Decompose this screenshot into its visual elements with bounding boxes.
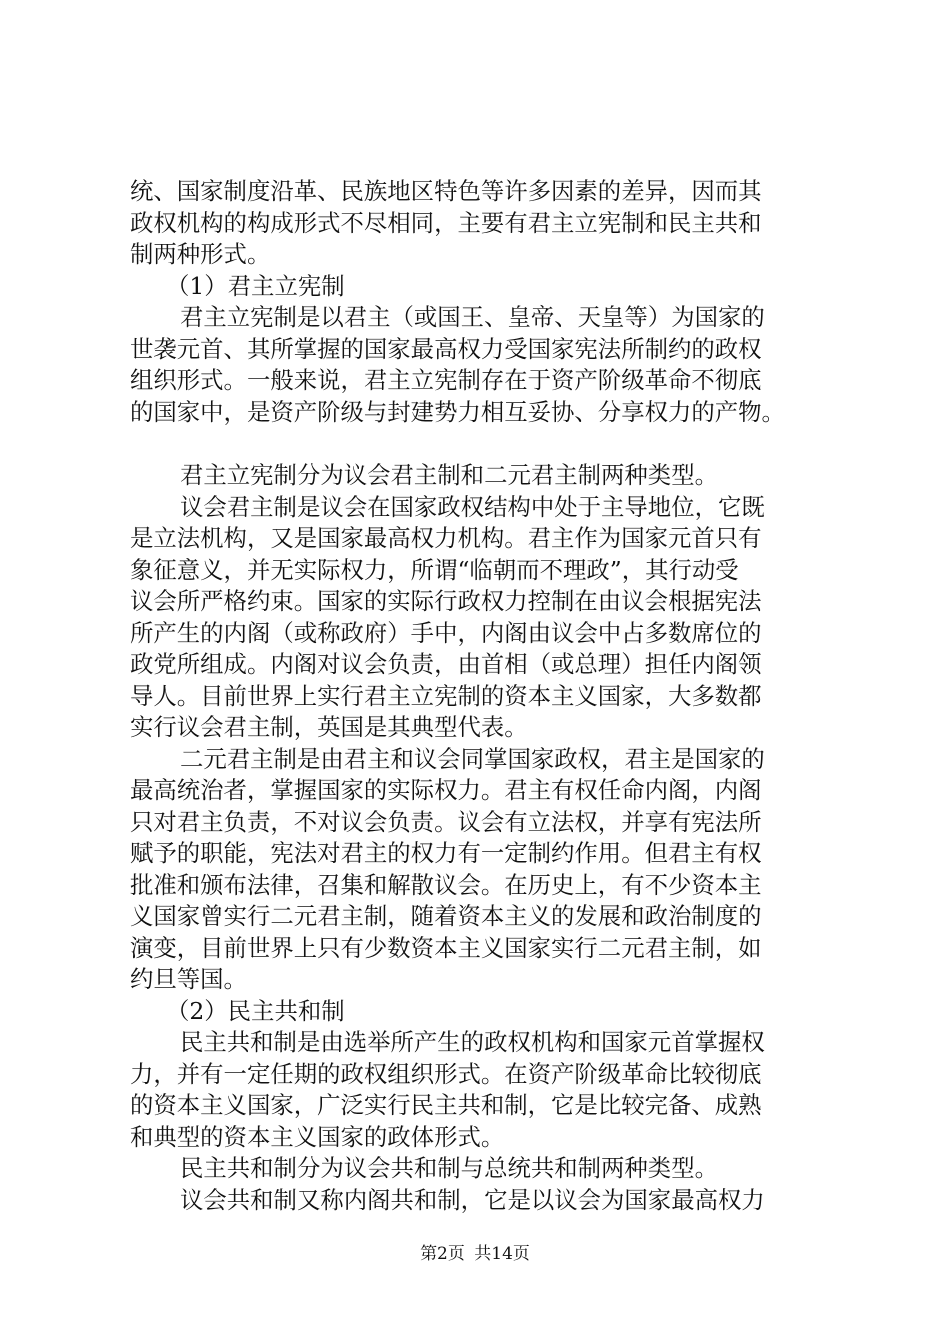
section-heading-democratic-republic: （2）民主共和制 [166, 996, 345, 1025]
text-line: 义国家曾实行二元君主制，随着资本主义的发展和政治制度的 [130, 902, 762, 930]
text-line: 民主共和制是由选举所产生的政权机构和国家元首掌握权 [180, 1028, 765, 1056]
text-line: 的资本主义国家，广泛实行民主共和制，它是比较完备、成熟 [130, 1091, 762, 1119]
text-line: 政权机构的构成形式不尽相同，主要有君主立宪制和民主共和 [130, 208, 762, 237]
text-line: 约旦等国。 [130, 965, 247, 993]
text-line: 赋予的职能，宪法对君主的权力有一定制约作用。但君主有权 [130, 839, 762, 867]
paragraph-gap [130, 428, 830, 460]
text-line: 议会所严格约束。国家的实际行政权力控制在由议会根据宪法 [130, 587, 762, 615]
text-line: 实行议会君主制，英国是其典型代表。 [130, 713, 528, 741]
text-line: 是立法机构，又是国家最高权力机构。君主作为国家元首只有 [130, 524, 762, 552]
text-line: 议会共和制又称内阁共和制，它是以议会为国家最高权力 [180, 1185, 765, 1214]
text-line: 力，并有一定任期的政权组织形式。在资产阶级革命比较彻底 [130, 1059, 762, 1088]
current-page-number: 第2页 [420, 1244, 465, 1264]
text-line: 象征意义，并无实际权力，所谓“临朝而不理政”，其行动受 [130, 555, 739, 584]
text-line: 批准和颁布法律，召集和解散议会。在历史上，有不少资本主 [130, 870, 762, 899]
text-line: 君主立宪制分为议会君主制和二元君主制两种类型。 [180, 461, 718, 489]
text-line: 所产生的内阁（或称政府）手中，内阁由议会中占多数席位的 [130, 618, 762, 647]
text-line: 制两种形式。 [130, 240, 271, 268]
page-footer [0, 1243, 950, 1265]
text-line: 导人。目前世界上实行君主立宪制的资本主义国家，大多数都 [130, 681, 762, 710]
text-line: 议会君主制是议会在国家政权结构中处于主导地位，它既 [180, 492, 765, 521]
text-line: 民主共和制分为议会共和制与总统共和制两种类型。 [180, 1154, 718, 1182]
text-line: 组织形式。一般来说，君主立宪制存在于资产阶级革命不彻底 [130, 366, 762, 394]
section-heading-constitutional-monarchy: （1）君主立宪制 [166, 271, 345, 300]
text-line: 最高统治者，掌握国家的实际权力。君主有权任命内阁，内阁 [130, 776, 762, 804]
text-line: 统、国家制度沿革、民族地区特色等许多因素的差异，因而其 [130, 177, 762, 205]
text-line: 二元君主制是由君主和议会同掌国家政权，君主是国家的 [180, 744, 765, 773]
total-pages: 共14页 [474, 1244, 530, 1264]
text-line: 只对君主负责，不对议会负责。议会有立法权，并享有宪法所 [130, 807, 762, 836]
document-body [130, 176, 830, 1216]
text-line: 世袭元首、其所掌握的国家最高权力受国家宪法所制约的政权 [130, 334, 762, 363]
text-line: 君主立宪制是以君主（或国王、皇帝、天皇等）为国家的 [180, 303, 765, 331]
text-line: 政党所组成。内阁对议会负责，由首相（或总理）担任内阁领 [130, 650, 762, 678]
text-line: 演变，目前世界上只有少数资本主义国家实行二元君主制，如 [130, 933, 762, 962]
text-line: 的国家中，是资产阶级与封建势力相互妥协、分享权力的产物。 [130, 397, 785, 426]
text-line: 和典型的资本主义国家的政体形式。 [130, 1122, 505, 1151]
